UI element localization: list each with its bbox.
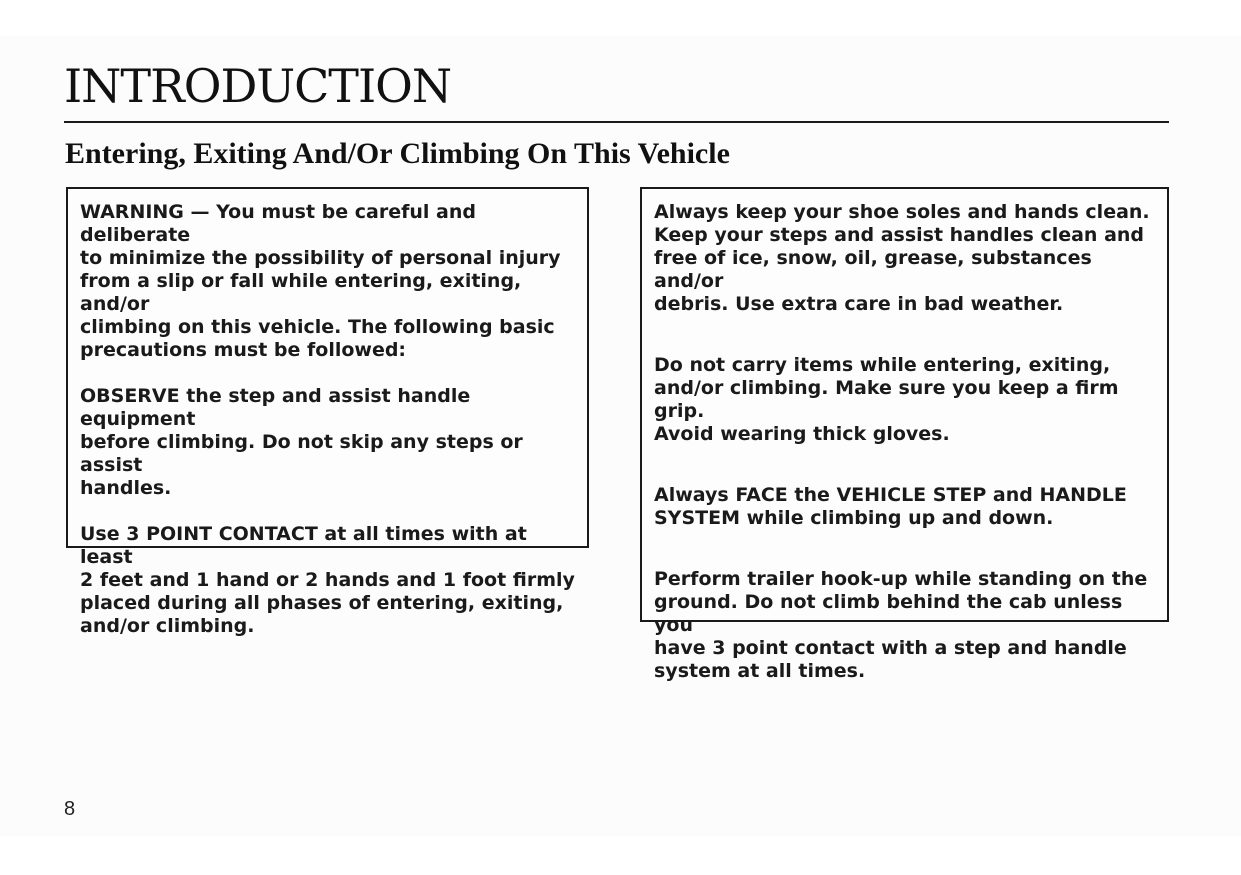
title-divider	[64, 121, 1169, 123]
clean-soles-paragraph: Always keep your shoe soles and hands clean. Keep your steps and assist handles clean and free of ice, snow, oil, grease, substances and/or debris. Use extra care in bad weather.	[654, 201, 1150, 315]
page-number: 8	[64, 798, 76, 820]
carry-items-paragraph: Do not carry items while entering, exiting, and/or climbing. Make sure you keep a firm grip. Avoid wearing thick gloves.	[654, 354, 1119, 445]
observe-paragraph: OBSERVE the step and assist handle equipment before climbing. Do not skip any steps or assist handles.	[80, 385, 523, 499]
three-point-contact-paragraph: Use 3 POINT CONTACT at all times with at least 2 feet and 1 hand or 2 hands and 1 foot firmly placed during all phases of entering, exiting, and/or climbing.	[80, 523, 575, 637]
page-subtitle: Entering, Exiting And/Or Climbing On This Vehicle	[65, 137, 730, 170]
warning-paragraph: WARNING — You must be careful and deliberate to minimize the possibility of personal injury from a slip or fall while entering, exiting, and/or climbing on this vehicle. The following basic precautions must be followed:	[80, 201, 561, 361]
trailer-hookup-paragraph: Perform trailer hook-up while standing on the ground. Do not climb behind the cab unless you have 3 point contact with a step and handle system at all times.	[654, 568, 1148, 682]
section-title: INTRODUCTION	[64, 59, 452, 113]
face-vehicle-paragraph: Always FACE the VEHICLE STEP and HANDLE SYSTEM while climbing up and down.	[654, 484, 1127, 529]
warning-box-left	[66, 187, 589, 637]
precautions-box-right	[640, 187, 1169, 682]
